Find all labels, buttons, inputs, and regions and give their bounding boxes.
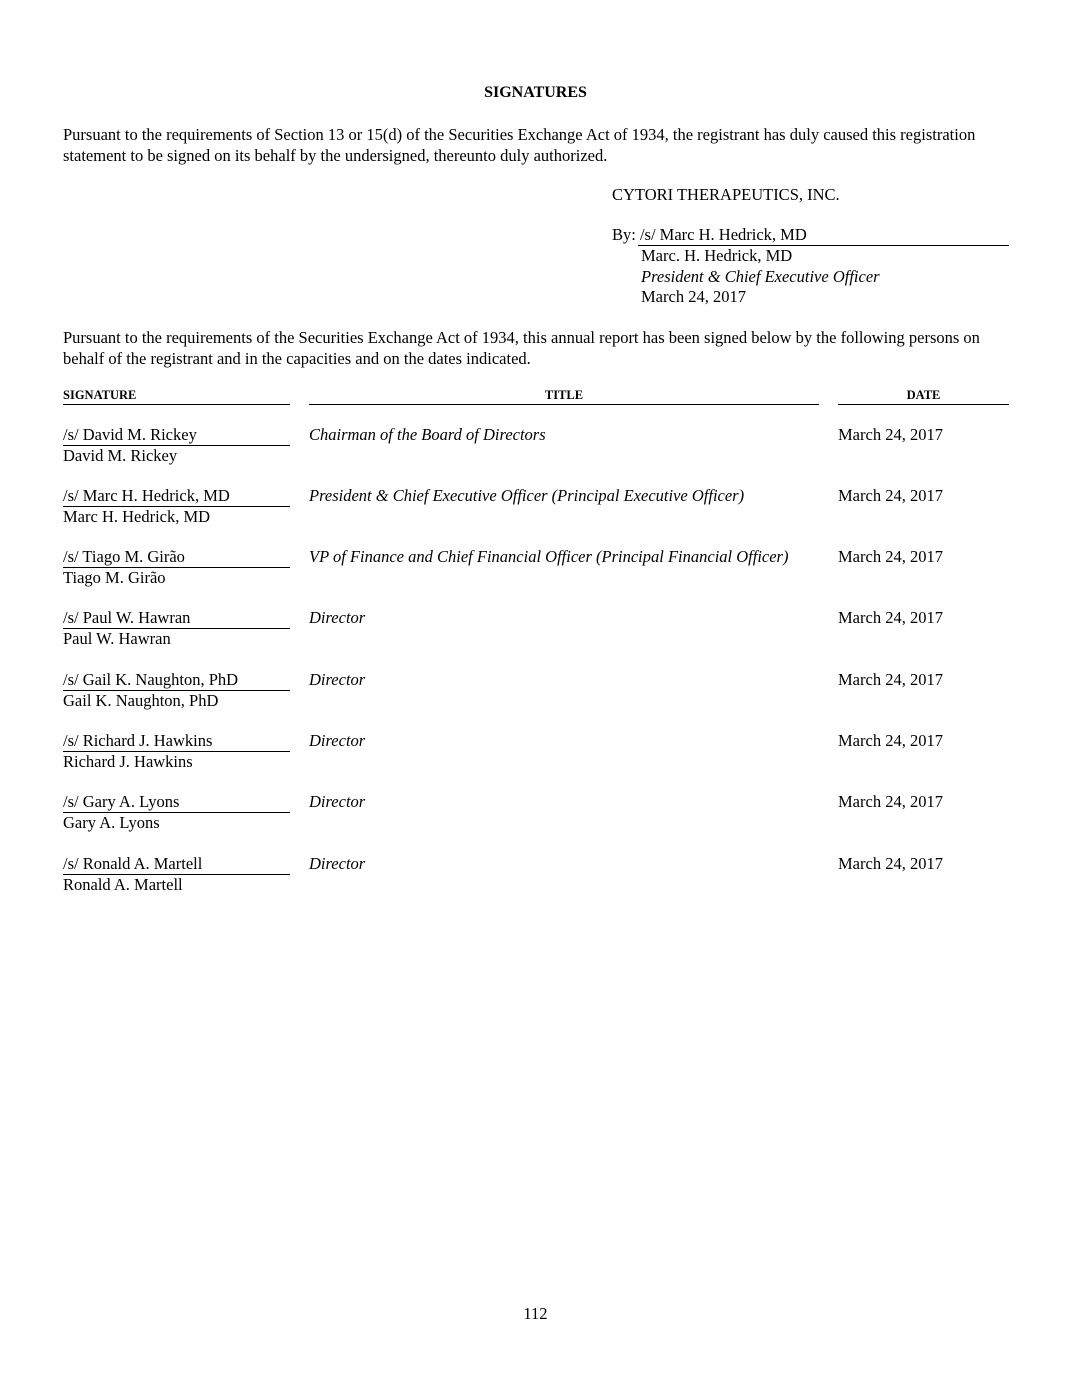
signer-date: March 24, 2017 — [838, 547, 943, 566]
signer-row — [0, 670, 1071, 728]
intro-paragraph: Pursuant to the requirements of Section 13 or 15(d) of the Securities Exchange Act of 1934, the registrant has duly caused this registration statement to be signed on its behalf by the undersigned, thereunto duly authorized. — [63, 125, 976, 165]
signer-title: President & Chief Executive Officer (Principal Executive Officer) — [309, 486, 745, 505]
signer-title: Director — [309, 608, 366, 627]
signature-value: /s/ Gail K. Naughton, PhD — [63, 670, 290, 691]
second-paragraph: Pursuant to the requirements of the Securities Exchange Act of 1934, this annual report has been signed below by the following persons on behalf of the registrant and in the capacities and on the dates indicated. — [63, 328, 980, 368]
signer-date: March 24, 2017 — [838, 854, 943, 873]
signer-row — [0, 854, 1071, 912]
column-header-title: TITLE — [309, 388, 819, 405]
signer-row — [0, 792, 1071, 850]
signer-date: March 24, 2017 — [838, 425, 943, 444]
signer-title: Director — [309, 792, 366, 811]
signer-name: Gail K. Naughton, PhD — [63, 691, 219, 710]
signer-row — [0, 608, 1071, 666]
signer-date: March 24, 2017 — [838, 731, 943, 750]
page-heading: SIGNATURES — [484, 84, 587, 101]
signature-value: /s/ Ronald A. Martell — [63, 854, 290, 875]
signer-name: Tiago M. Girão — [63, 568, 166, 587]
signature-value: /s/ Marc H. Hedrick, MD — [63, 486, 290, 507]
column-header-date: DATE — [838, 388, 1009, 405]
signer-row — [0, 486, 1071, 544]
signer-title: Director — [309, 670, 366, 689]
signer-title: Chairman of the Board of Directors — [309, 425, 546, 444]
signer-date: March 24, 2017 — [838, 608, 943, 627]
column-header-signature: SIGNATURE — [63, 388, 290, 405]
signer-date: March 24, 2017 — [838, 670, 943, 689]
signer-name: Richard J. Hawkins — [63, 752, 193, 771]
registrant-by-signature: By: /s/ Marc H. Hedrick, MD — [612, 225, 807, 244]
signer-name: Paul W. Hawran — [63, 629, 171, 648]
signer-row — [0, 425, 1071, 483]
signer-date: March 24, 2017 — [838, 792, 943, 811]
signer-name: Ronald A. Martell — [63, 875, 183, 894]
signer-title: VP of Finance and Chief Financial Officer (Principal Financial Officer) — [309, 547, 789, 566]
registrant-signer-title: President & Chief Executive Officer — [641, 267, 880, 286]
registrant-signer-name: Marc. H. Hedrick, MD — [641, 246, 793, 265]
signature-value: /s/ Paul W. Hawran — [63, 608, 290, 629]
registrant-signer-date: March 24, 2017 — [641, 287, 746, 306]
signer-title: Director — [309, 854, 366, 873]
signer-name: Marc H. Hedrick, MD — [63, 507, 211, 526]
page-number: 112 — [523, 1304, 548, 1323]
signature-value: /s/ Tiago M. Girão — [63, 547, 290, 568]
signer-row — [0, 547, 1071, 605]
signer-name: David M. Rickey — [63, 446, 178, 465]
signature-value: /s/ Richard J. Hawkins — [63, 731, 290, 752]
registrant-company: CYTORI THERAPEUTICS, INC. — [612, 185, 840, 204]
signature-value: /s/ Gary A. Lyons — [63, 792, 290, 813]
signer-title: Director — [309, 731, 366, 750]
signer-date: March 24, 2017 — [838, 486, 943, 505]
signer-row — [0, 731, 1071, 789]
signature-value: /s/ David M. Rickey — [63, 425, 290, 446]
signer-name: Gary A. Lyons — [63, 813, 160, 832]
